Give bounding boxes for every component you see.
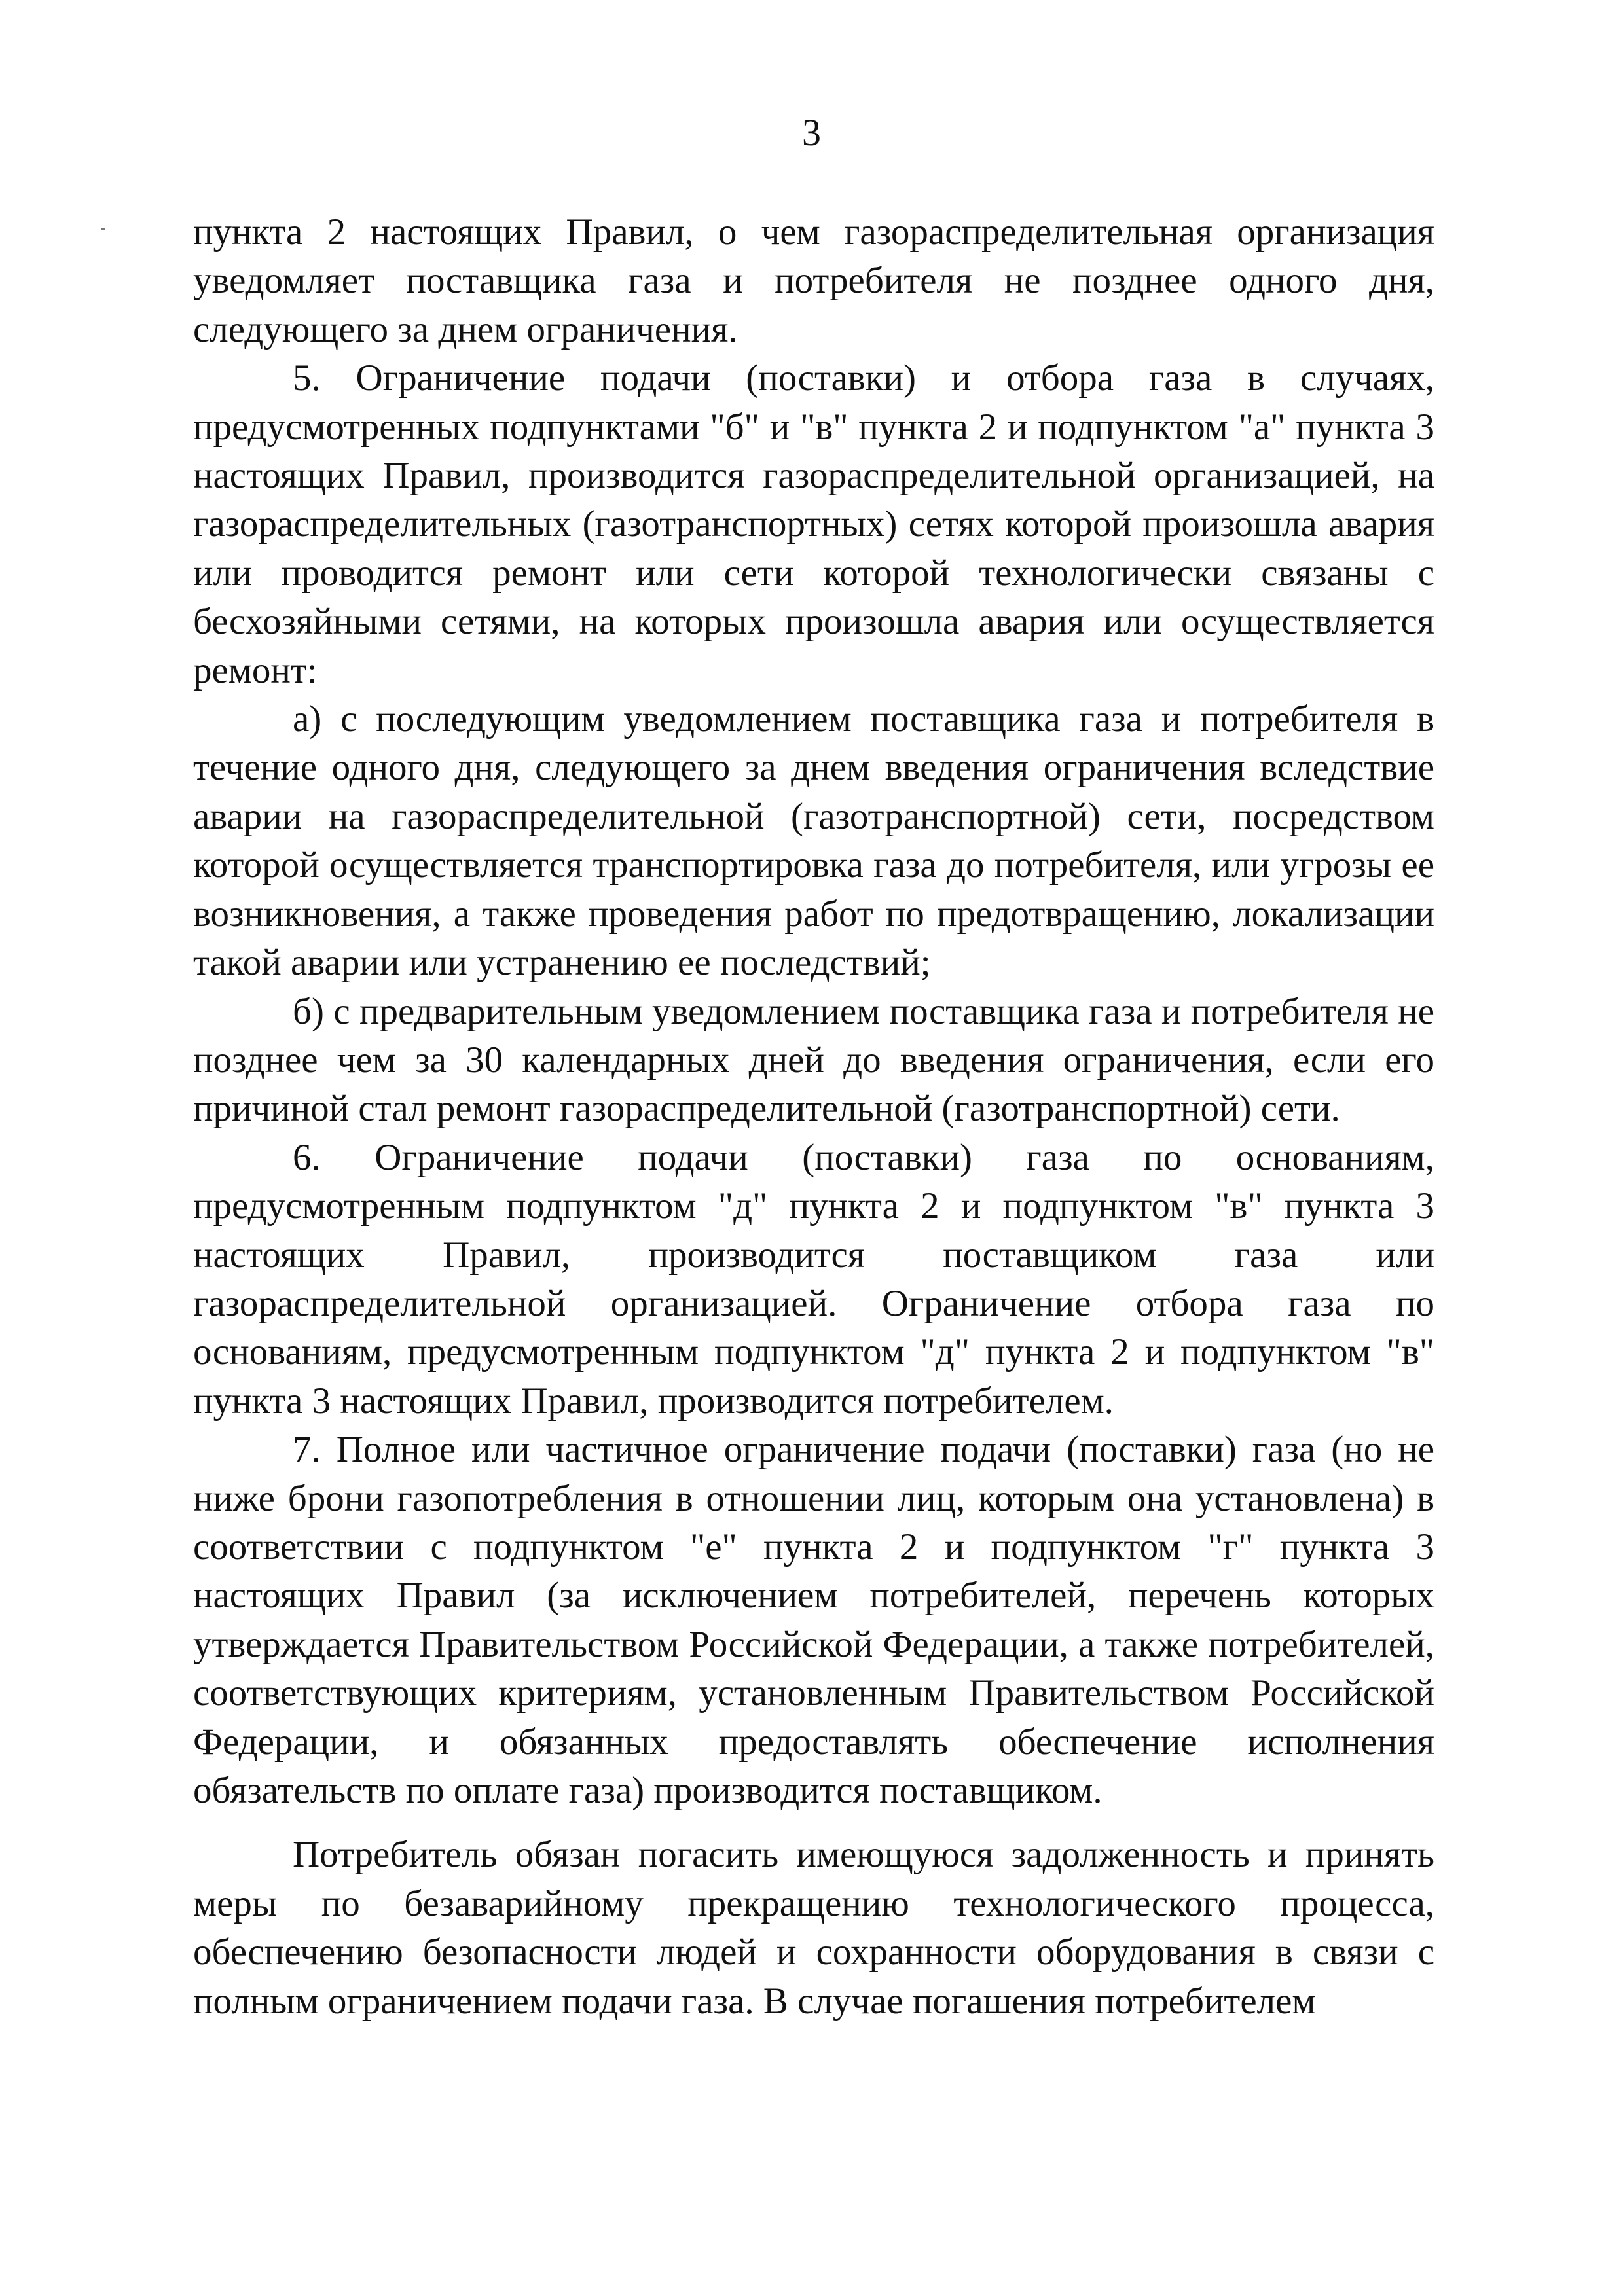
- document-body: [193, 208, 1434, 2026]
- paragraph-item-5: 5. Ограничение подачи (поставки) и отбора газа в случаях, предусмотренных подпунктами "б" и "в" пункта 2 и подпунктом "а" пункта 3 настоящих Правил, производится газораспределительной организацией, на газораспределительных (газотранспортных) сетях которой произошла авария или проводится ремонт или сети которой технологически связаны с бесхозяйными сетями, на которых произошла авария или осуществляется ремонт:: [193, 357, 1434, 691]
- paragraph-consumer-obligation: Потребитель обязан погасить имеющуюся задолженность и принять меры по безаварийному прекращению технологического процесса, обеспечению безопасности людей и сохранности оборудования в связи с полным ограничением подачи газа. В случае погашения потребителем: [193, 1834, 1434, 2022]
- paragraph-item-7: 7. Полное или частичное ограничение подачи (поставки) газа (но не ниже брони газопотребления в отношении лиц, которым она установлена) в соответствии с подпунктом "е" пункта 2 и подпунктом "г" пункта 3 настоящих Правил (за исключением потребителей, перечень которых утверждается Правительством Российской Федерации, а также потребителей, соответствующих критериям, установленным Правительством Российской Федерации, и обязанных предоставлять обеспечение исполнения обязательств по оплате газа) производится поставщиком.: [193, 1429, 1434, 1811]
- page-number: 3: [802, 111, 821, 154]
- paragraph-subitem-b: б) с предварительным уведомлением поставщика газа и потребителя не позднее чем за 30 календарных дней до введения ограничения, если его причиной стал ремонт газораспределительной (газотранспортной) сети.: [193, 990, 1434, 1130]
- scan-mark: [101, 228, 105, 230]
- paragraph-continuation: пункта 2 настоящих Правил, о чем газораспределительная организация уведомляет поставщика газа и потребителя не позднее одного дня, следующего за днем ограничения.: [193, 211, 1434, 350]
- paragraph-subitem-a: а) с последующим уведомлением поставщика газа и потребителя в течение одного дня, следующего за днем введения ограничения вследствие аварии на газораспределительной (газотранспортной) сети, посредством которой осуществляется транспортировка газа до потребителя, или угрозы ее возникновения, а также проведения работ по предотвращению, локализации такой аварии или устранению ее последствий;: [193, 698, 1434, 984]
- paragraph-item-6: 6. Ограничение подачи (поставки) газа по основаниям, предусмотренным подпунктом "д" пункта 2 и подпунктом "в" пункта 3 настоящих Правил, производится поставщиком газа или газораспределительной организацией. Ограничение отбора газа по основаниям, предусмотренным подпунктом "д" пункта 2 и подпунктом "в" пункта 3 настоящих Правил, производится потребителем.: [193, 1136, 1434, 1422]
